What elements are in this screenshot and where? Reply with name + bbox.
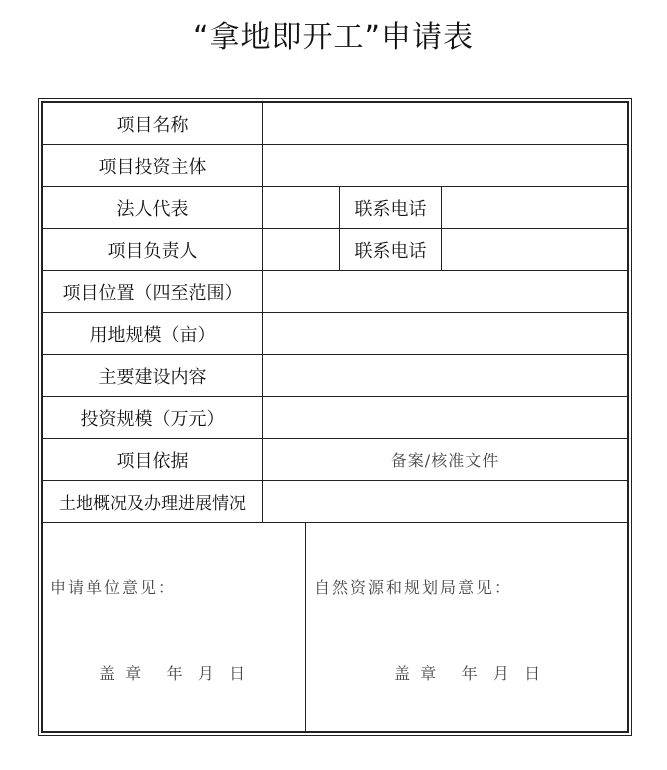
- field-investment-scale[interactable]: [263, 397, 627, 438]
- label-land-scale: 用地规模（亩）: [89, 324, 216, 346]
- form-title: “拿地即开工”申请表: [192, 20, 475, 55]
- applicant-seal-date: 盖 章 年 月 日: [99, 664, 246, 683]
- label-project-name: 项目名称: [116, 114, 189, 136]
- label-phone-legal: 联系电话: [354, 198, 427, 220]
- label-project-basis: 项目依据: [116, 450, 189, 472]
- label-construction-content: 主要建设内容: [98, 366, 207, 388]
- label-project-manager: 项目负责人: [107, 240, 198, 262]
- label-legal-representative: 法人代表: [116, 198, 189, 220]
- applicant-opinion-label: 申请单位意见：: [50, 578, 177, 597]
- label-investment-scale: 投资规模（万元）: [80, 408, 225, 430]
- bureau-opinion-label: 自然资源和规划局意见：: [314, 578, 513, 597]
- field-phone-legal[interactable]: [442, 187, 627, 228]
- field-construction-content[interactable]: [263, 355, 627, 396]
- field-land-scale[interactable]: [263, 313, 627, 354]
- application-form-table: [41, 101, 629, 733]
- field-investor[interactable]: [263, 145, 627, 186]
- bureau-seal-date: 盖 章 年 月 日: [394, 664, 541, 683]
- label-investor: 项目投资主体: [98, 156, 207, 178]
- field-legal-representative[interactable]: [263, 187, 339, 228]
- field-project-name[interactable]: [263, 103, 627, 144]
- label-phone-manager: 联系电话: [354, 240, 427, 262]
- field-project-manager[interactable]: [263, 229, 339, 270]
- field-project-location[interactable]: [263, 271, 627, 312]
- field-project-basis[interactable]: 备案/核准文件: [390, 451, 500, 470]
- label-project-location: 项目位置（四至范围）: [62, 282, 243, 304]
- label-land-status: 土地概况及办理进展情况: [59, 494, 246, 514]
- field-phone-manager[interactable]: [442, 229, 627, 270]
- field-land-status[interactable]: [263, 481, 627, 522]
- bureau-opinion-box[interactable]: [306, 523, 627, 731]
- applicant-opinion-box[interactable]: [43, 523, 305, 731]
